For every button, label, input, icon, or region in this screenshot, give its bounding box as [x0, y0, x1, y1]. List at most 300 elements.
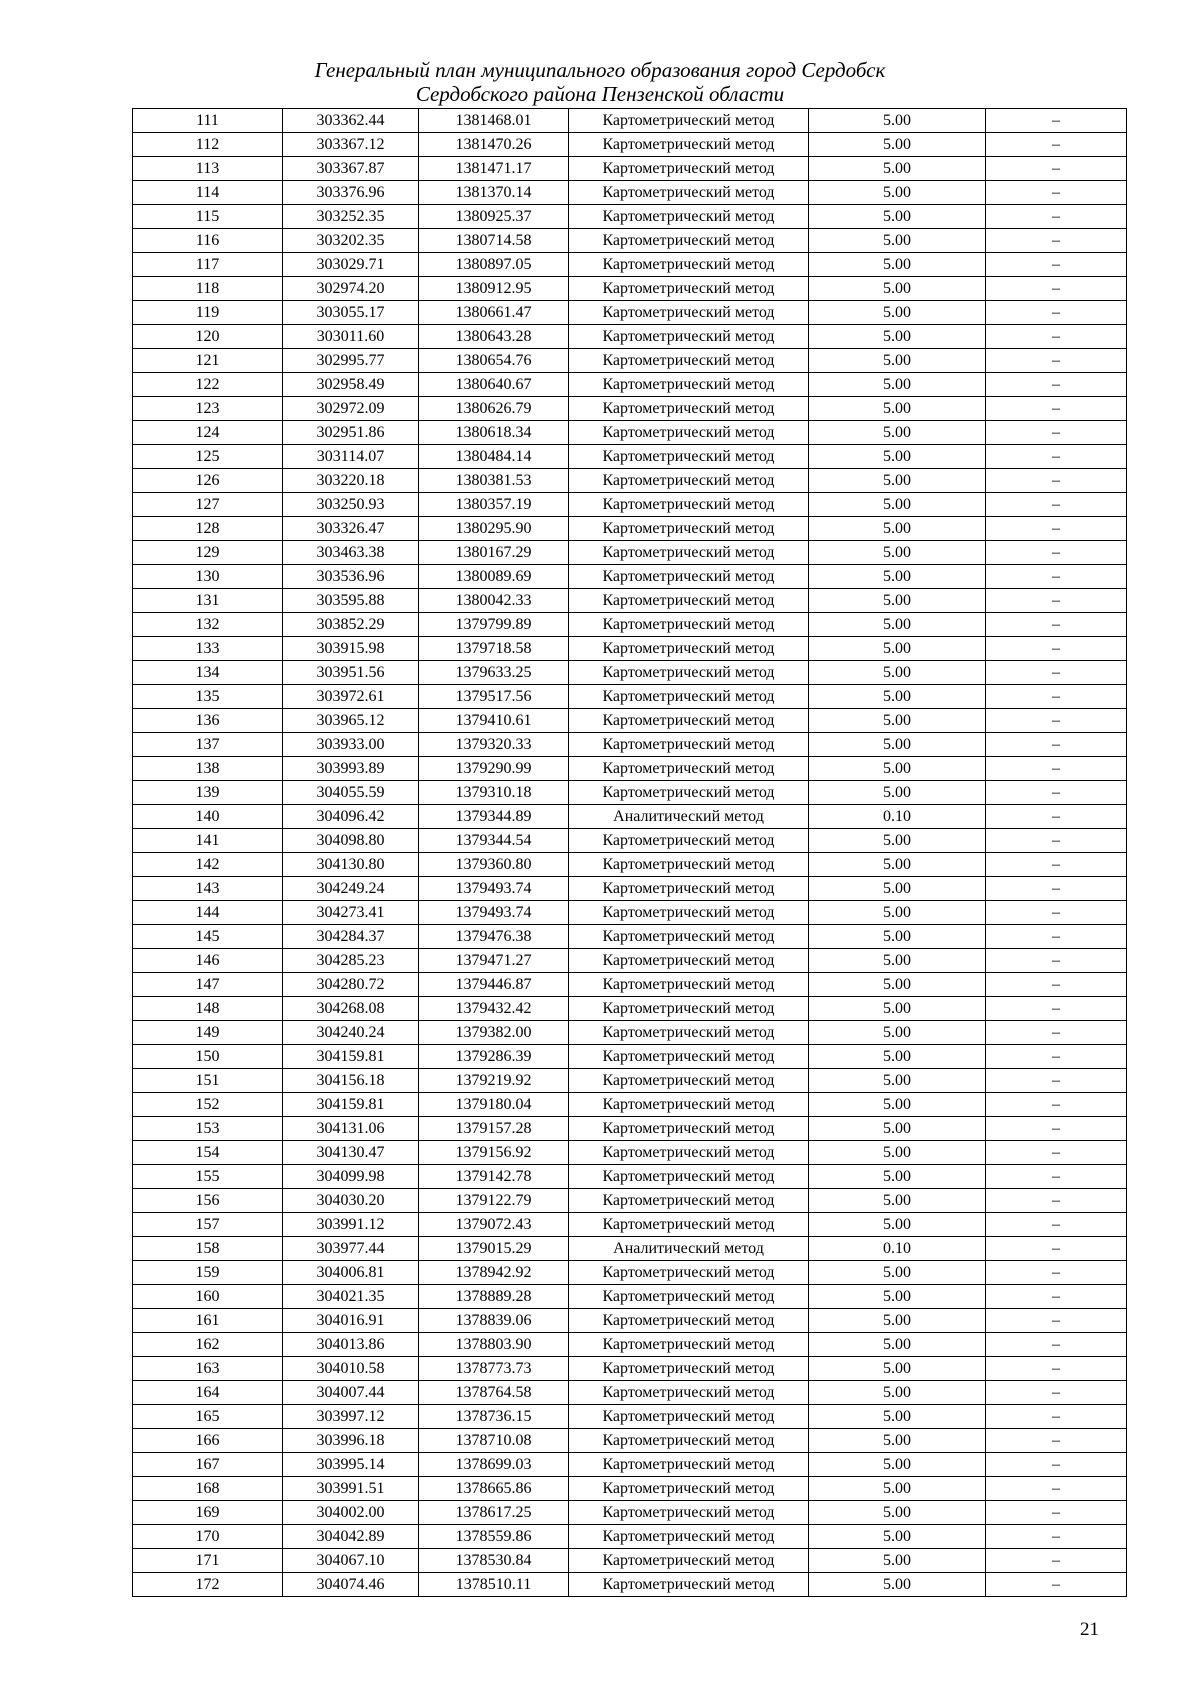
x-coordinate-cell: 302958.49 — [283, 373, 419, 397]
x-coordinate-cell: 303852.29 — [283, 613, 419, 637]
point-number-cell: 164 — [133, 1381, 283, 1405]
point-number-cell: 162 — [133, 1333, 283, 1357]
y-coordinate-cell: 1378699.03 — [419, 1453, 569, 1477]
x-coordinate-cell: 304159.81 — [283, 1093, 419, 1117]
y-coordinate-cell: 1379517.56 — [419, 685, 569, 709]
point-number-cell: 161 — [133, 1309, 283, 1333]
table-row — [133, 661, 1127, 685]
note-cell: – — [986, 949, 1127, 973]
accuracy-cell: 5.00 — [809, 541, 986, 565]
note-cell: – — [986, 1549, 1127, 1573]
note-cell: – — [986, 1093, 1127, 1117]
note-cell: – — [986, 1237, 1127, 1261]
accuracy-cell: 5.00 — [809, 829, 986, 853]
method-cell: Картометрический метод — [569, 1309, 809, 1333]
note-cell: – — [986, 469, 1127, 493]
table-row — [133, 1549, 1127, 1573]
note-cell: – — [986, 253, 1127, 277]
accuracy-cell: 5.00 — [809, 1405, 986, 1429]
point-number-cell: 169 — [133, 1501, 283, 1525]
note-cell: – — [986, 661, 1127, 685]
y-coordinate-cell: 1378839.06 — [419, 1309, 569, 1333]
table-row — [133, 445, 1127, 469]
note-cell: – — [986, 1261, 1127, 1285]
note-cell: – — [986, 1381, 1127, 1405]
method-cell: Картометрический метод — [569, 253, 809, 277]
accuracy-cell: 5.00 — [809, 685, 986, 709]
method-cell: Картометрический метод — [569, 517, 809, 541]
accuracy-cell: 5.00 — [809, 181, 986, 205]
table-row — [133, 1261, 1127, 1285]
table-row — [133, 613, 1127, 637]
table-row — [133, 157, 1127, 181]
table-row — [133, 805, 1127, 829]
method-cell: Картометрический метод — [569, 1093, 809, 1117]
x-coordinate-cell: 303463.38 — [283, 541, 419, 565]
x-coordinate-cell: 304002.00 — [283, 1501, 419, 1525]
x-coordinate-cell: 304098.80 — [283, 829, 419, 853]
method-cell: Картометрический метод — [569, 925, 809, 949]
accuracy-cell: 5.00 — [809, 1453, 986, 1477]
y-coordinate-cell: 1378710.08 — [419, 1429, 569, 1453]
point-number-cell: 150 — [133, 1045, 283, 1069]
note-cell: – — [986, 1477, 1127, 1501]
header-title-line-1: Генеральный план муниципального образования город Сердобск — [314, 58, 886, 82]
accuracy-cell: 5.00 — [809, 1261, 986, 1285]
point-number-cell: 138 — [133, 757, 283, 781]
x-coordinate-cell: 302974.20 — [283, 277, 419, 301]
x-coordinate-cell: 303250.93 — [283, 493, 419, 517]
method-cell: Картометрический метод — [569, 1453, 809, 1477]
method-cell: Картометрический метод — [569, 1069, 809, 1093]
x-coordinate-cell: 304055.59 — [283, 781, 419, 805]
note-cell: – — [986, 1573, 1127, 1597]
x-coordinate-cell: 304249.24 — [283, 877, 419, 901]
method-cell: Картометрический метод — [569, 949, 809, 973]
x-coordinate-cell: 303972.61 — [283, 685, 419, 709]
table-row — [133, 733, 1127, 757]
accuracy-cell: 5.00 — [809, 301, 986, 325]
note-cell: – — [986, 1141, 1127, 1165]
point-number-cell: 146 — [133, 949, 283, 973]
accuracy-cell: 5.00 — [809, 373, 986, 397]
table-row — [133, 109, 1127, 133]
accuracy-cell: 5.00 — [809, 1165, 986, 1189]
method-cell: Картометрический метод — [569, 1285, 809, 1309]
point-number-cell: 136 — [133, 709, 283, 733]
accuracy-cell: 5.00 — [809, 1429, 986, 1453]
y-coordinate-cell: 1380042.33 — [419, 589, 569, 613]
table-row — [133, 1525, 1127, 1549]
accuracy-cell: 5.00 — [809, 565, 986, 589]
table-row — [133, 565, 1127, 589]
x-coordinate-cell: 304156.18 — [283, 1069, 419, 1093]
point-number-cell: 135 — [133, 685, 283, 709]
accuracy-cell: 5.00 — [809, 997, 986, 1021]
point-number-cell: 122 — [133, 373, 283, 397]
table-row — [133, 853, 1127, 877]
y-coordinate-cell: 1379471.27 — [419, 949, 569, 973]
note-cell: – — [986, 325, 1127, 349]
point-number-cell: 111 — [133, 109, 283, 133]
method-cell: Картометрический метод — [569, 1213, 809, 1237]
method-cell: Картометрический метод — [569, 469, 809, 493]
table-row — [133, 373, 1127, 397]
note-cell: – — [986, 733, 1127, 757]
method-cell: Картометрический метод — [569, 997, 809, 1021]
point-number-cell: 129 — [133, 541, 283, 565]
table-row — [133, 421, 1127, 445]
x-coordinate-cell: 303376.96 — [283, 181, 419, 205]
y-coordinate-cell: 1380167.29 — [419, 541, 569, 565]
method-cell: Картометрический метод — [569, 829, 809, 853]
method-cell: Картометрический метод — [569, 877, 809, 901]
point-number-cell: 152 — [133, 1093, 283, 1117]
x-coordinate-cell: 303202.35 — [283, 229, 419, 253]
method-cell: Картометрический метод — [569, 421, 809, 445]
accuracy-cell: 5.00 — [809, 589, 986, 613]
point-number-cell: 156 — [133, 1189, 283, 1213]
note-cell: – — [986, 877, 1127, 901]
x-coordinate-cell: 303326.47 — [283, 517, 419, 541]
x-coordinate-cell: 302972.09 — [283, 397, 419, 421]
accuracy-cell: 5.00 — [809, 661, 986, 685]
table-row — [133, 781, 1127, 805]
method-cell: Картометрический метод — [569, 349, 809, 373]
accuracy-cell: 5.00 — [809, 637, 986, 661]
y-coordinate-cell: 1379344.89 — [419, 805, 569, 829]
coordinates-table-body — [133, 109, 1127, 1597]
point-number-cell: 147 — [133, 973, 283, 997]
note-cell: – — [986, 229, 1127, 253]
x-coordinate-cell: 303965.12 — [283, 709, 419, 733]
point-number-cell: 155 — [133, 1165, 283, 1189]
note-cell: – — [986, 709, 1127, 733]
point-number-cell: 149 — [133, 1021, 283, 1045]
x-coordinate-cell: 303996.18 — [283, 1429, 419, 1453]
method-cell: Картометрический метод — [569, 853, 809, 877]
table-row — [133, 877, 1127, 901]
x-coordinate-cell: 304006.81 — [283, 1261, 419, 1285]
table-row — [133, 901, 1127, 925]
note-cell: – — [986, 685, 1127, 709]
header-title-line-2: Сердобского района Пензенской области — [415, 82, 785, 106]
accuracy-cell: 5.00 — [809, 1309, 986, 1333]
x-coordinate-cell: 304130.80 — [283, 853, 419, 877]
accuracy-cell: 5.00 — [809, 1189, 986, 1213]
x-coordinate-cell: 304016.91 — [283, 1309, 419, 1333]
x-coordinate-cell: 304130.47 — [283, 1141, 419, 1165]
y-coordinate-cell: 1379633.25 — [419, 661, 569, 685]
y-coordinate-cell: 1380626.79 — [419, 397, 569, 421]
method-cell: Картометрический метод — [569, 1045, 809, 1069]
y-coordinate-cell: 1378889.28 — [419, 1285, 569, 1309]
note-cell: – — [986, 541, 1127, 565]
y-coordinate-cell: 1378942.92 — [419, 1261, 569, 1285]
note-cell: – — [986, 1429, 1127, 1453]
y-coordinate-cell: 1379157.28 — [419, 1117, 569, 1141]
y-coordinate-cell: 1380618.34 — [419, 421, 569, 445]
x-coordinate-cell: 304099.98 — [283, 1165, 419, 1189]
x-coordinate-cell: 303991.12 — [283, 1213, 419, 1237]
x-coordinate-cell: 303993.89 — [283, 757, 419, 781]
method-cell: Картометрический метод — [569, 229, 809, 253]
method-cell: Картометрический метод — [569, 1189, 809, 1213]
x-coordinate-cell: 304280.72 — [283, 973, 419, 997]
x-coordinate-cell: 303055.17 — [283, 301, 419, 325]
x-coordinate-cell: 304042.89 — [283, 1525, 419, 1549]
point-number-cell: 118 — [133, 277, 283, 301]
accuracy-cell: 5.00 — [809, 277, 986, 301]
table-row — [133, 1141, 1127, 1165]
accuracy-cell: 0.10 — [809, 805, 986, 829]
note-cell: – — [986, 829, 1127, 853]
note-cell: – — [986, 1045, 1127, 1069]
accuracy-cell: 5.00 — [809, 469, 986, 493]
accuracy-cell: 5.00 — [809, 445, 986, 469]
y-coordinate-cell: 1379156.92 — [419, 1141, 569, 1165]
x-coordinate-cell: 303933.00 — [283, 733, 419, 757]
method-cell: Картометрический метод — [569, 541, 809, 565]
note-cell: – — [986, 1069, 1127, 1093]
note-cell: – — [986, 1021, 1127, 1045]
method-cell: Картометрический метод — [569, 589, 809, 613]
y-coordinate-cell: 1381470.26 — [419, 133, 569, 157]
y-coordinate-cell: 1378764.58 — [419, 1381, 569, 1405]
y-coordinate-cell: 1378736.15 — [419, 1405, 569, 1429]
x-coordinate-cell: 304284.37 — [283, 925, 419, 949]
point-number-cell: 140 — [133, 805, 283, 829]
note-cell: – — [986, 925, 1127, 949]
accuracy-cell: 5.00 — [809, 1093, 986, 1117]
point-number-cell: 132 — [133, 613, 283, 637]
accuracy-cell: 5.00 — [809, 157, 986, 181]
x-coordinate-cell: 303995.14 — [283, 1453, 419, 1477]
point-number-cell: 148 — [133, 997, 283, 1021]
note-cell: – — [986, 493, 1127, 517]
table-row — [133, 997, 1127, 1021]
y-coordinate-cell: 1379410.61 — [419, 709, 569, 733]
x-coordinate-cell: 304285.23 — [283, 949, 419, 973]
point-number-cell: 157 — [133, 1213, 283, 1237]
accuracy-cell: 5.00 — [809, 877, 986, 901]
accuracy-cell: 5.00 — [809, 733, 986, 757]
y-coordinate-cell: 1380357.19 — [419, 493, 569, 517]
y-coordinate-cell: 1380654.76 — [419, 349, 569, 373]
y-coordinate-cell: 1379718.58 — [419, 637, 569, 661]
table-row — [133, 949, 1127, 973]
x-coordinate-cell: 304067.10 — [283, 1549, 419, 1573]
accuracy-cell: 5.00 — [809, 709, 986, 733]
point-number-cell: 133 — [133, 637, 283, 661]
accuracy-cell: 5.00 — [809, 853, 986, 877]
table-row — [133, 1357, 1127, 1381]
accuracy-cell: 5.00 — [809, 1381, 986, 1405]
table-row — [133, 757, 1127, 781]
y-coordinate-cell: 1379015.29 — [419, 1237, 569, 1261]
point-number-cell: 139 — [133, 781, 283, 805]
table-row — [133, 1333, 1127, 1357]
accuracy-cell: 5.00 — [809, 1501, 986, 1525]
x-coordinate-cell: 304021.35 — [283, 1285, 419, 1309]
method-cell: Картометрический метод — [569, 565, 809, 589]
method-cell: Картометрический метод — [569, 1357, 809, 1381]
y-coordinate-cell: 1379122.79 — [419, 1189, 569, 1213]
note-cell: – — [986, 805, 1127, 829]
x-coordinate-cell: 304030.20 — [283, 1189, 419, 1213]
y-coordinate-cell: 1381370.14 — [419, 181, 569, 205]
y-coordinate-cell: 1379180.04 — [419, 1093, 569, 1117]
point-number-cell: 119 — [133, 301, 283, 325]
method-cell: Картометрический метод — [569, 277, 809, 301]
point-number-cell: 170 — [133, 1525, 283, 1549]
table-row — [133, 973, 1127, 997]
note-cell: – — [986, 1501, 1127, 1525]
method-cell: Картометрический метод — [569, 1333, 809, 1357]
point-number-cell: 143 — [133, 877, 283, 901]
x-coordinate-cell: 302995.77 — [283, 349, 419, 373]
y-coordinate-cell: 1379072.43 — [419, 1213, 569, 1237]
accuracy-cell: 5.00 — [809, 1333, 986, 1357]
table-row — [133, 829, 1127, 853]
y-coordinate-cell: 1380089.69 — [419, 565, 569, 589]
x-coordinate-cell: 303367.12 — [283, 133, 419, 157]
note-cell: – — [986, 301, 1127, 325]
point-number-cell: 137 — [133, 733, 283, 757]
table-row — [133, 1189, 1127, 1213]
accuracy-cell: 5.00 — [809, 325, 986, 349]
accuracy-cell: 5.00 — [809, 109, 986, 133]
accuracy-cell: 5.00 — [809, 1141, 986, 1165]
table-row — [133, 469, 1127, 493]
point-number-cell: 154 — [133, 1141, 283, 1165]
x-coordinate-cell: 303367.87 — [283, 157, 419, 181]
accuracy-cell: 5.00 — [809, 1117, 986, 1141]
note-cell: – — [986, 1189, 1127, 1213]
x-coordinate-cell: 303029.71 — [283, 253, 419, 277]
accuracy-cell: 5.00 — [809, 613, 986, 637]
method-cell: Картометрический метод — [569, 181, 809, 205]
y-coordinate-cell: 1378559.86 — [419, 1525, 569, 1549]
accuracy-cell: 5.00 — [809, 1285, 986, 1309]
y-coordinate-cell: 1379360.80 — [419, 853, 569, 877]
y-coordinate-cell: 1379310.18 — [419, 781, 569, 805]
note-cell: – — [986, 1165, 1127, 1189]
table-row — [133, 1165, 1127, 1189]
accuracy-cell: 5.00 — [809, 421, 986, 445]
note-cell: – — [986, 1357, 1127, 1381]
method-cell: Картометрический метод — [569, 1381, 809, 1405]
point-number-cell: 123 — [133, 397, 283, 421]
point-number-cell: 115 — [133, 205, 283, 229]
point-number-cell: 117 — [133, 253, 283, 277]
y-coordinate-cell: 1379382.00 — [419, 1021, 569, 1045]
accuracy-cell: 5.00 — [809, 133, 986, 157]
table-row — [133, 1213, 1127, 1237]
table-row — [133, 1405, 1127, 1429]
y-coordinate-cell: 1379344.54 — [419, 829, 569, 853]
x-coordinate-cell: 303595.88 — [283, 589, 419, 613]
point-number-cell: 130 — [133, 565, 283, 589]
point-number-cell: 165 — [133, 1405, 283, 1429]
x-coordinate-cell: 304074.46 — [283, 1573, 419, 1597]
note-cell: – — [986, 781, 1127, 805]
table-row — [133, 493, 1127, 517]
y-coordinate-cell: 1378617.25 — [419, 1501, 569, 1525]
x-coordinate-cell: 304010.58 — [283, 1357, 419, 1381]
point-number-cell: 172 — [133, 1573, 283, 1597]
x-coordinate-cell: 304268.08 — [283, 997, 419, 1021]
table-row — [133, 685, 1127, 709]
accuracy-cell: 5.00 — [809, 901, 986, 925]
page-number: 21 — [1080, 1619, 1099, 1640]
y-coordinate-cell: 1380661.47 — [419, 301, 569, 325]
x-coordinate-cell: 303915.98 — [283, 637, 419, 661]
point-number-cell: 166 — [133, 1429, 283, 1453]
y-coordinate-cell: 1380643.28 — [419, 325, 569, 349]
table-row — [133, 253, 1127, 277]
coordinates-table — [132, 108, 1127, 1597]
accuracy-cell: 5.00 — [809, 229, 986, 253]
table-row — [133, 1453, 1127, 1477]
point-number-cell: 141 — [133, 829, 283, 853]
y-coordinate-cell: 1378803.90 — [419, 1333, 569, 1357]
point-number-cell: 158 — [133, 1237, 283, 1261]
method-cell: Картометрический метод — [569, 901, 809, 925]
accuracy-cell: 5.00 — [809, 1573, 986, 1597]
table-row — [133, 1093, 1127, 1117]
method-cell: Картометрический метод — [569, 733, 809, 757]
y-coordinate-cell: 1380912.95 — [419, 277, 569, 301]
point-number-cell: 128 — [133, 517, 283, 541]
point-number-cell: 124 — [133, 421, 283, 445]
method-cell: Картометрический метод — [569, 661, 809, 685]
note-cell: – — [986, 397, 1127, 421]
table-row — [133, 325, 1127, 349]
method-cell: Картометрический метод — [569, 973, 809, 997]
point-number-cell: 159 — [133, 1261, 283, 1285]
point-number-cell: 142 — [133, 853, 283, 877]
y-coordinate-cell: 1379290.99 — [419, 757, 569, 781]
table-row — [133, 301, 1127, 325]
note-cell: – — [986, 277, 1127, 301]
y-coordinate-cell: 1380640.67 — [419, 373, 569, 397]
table-row — [133, 1309, 1127, 1333]
point-number-cell: 160 — [133, 1285, 283, 1309]
note-cell: – — [986, 1213, 1127, 1237]
accuracy-cell: 5.00 — [809, 925, 986, 949]
note-cell: – — [986, 373, 1127, 397]
point-number-cell: 112 — [133, 133, 283, 157]
accuracy-cell: 5.00 — [809, 1021, 986, 1045]
y-coordinate-cell: 1380897.05 — [419, 253, 569, 277]
y-coordinate-cell: 1379476.38 — [419, 925, 569, 949]
method-cell: Картометрический метод — [569, 325, 809, 349]
table-row — [133, 181, 1127, 205]
note-cell: – — [986, 757, 1127, 781]
table-row — [133, 1429, 1127, 1453]
note-cell: – — [986, 565, 1127, 589]
accuracy-cell: 5.00 — [809, 1213, 986, 1237]
point-number-cell: 163 — [133, 1357, 283, 1381]
point-number-cell: 171 — [133, 1549, 283, 1573]
x-coordinate-cell: 304013.86 — [283, 1333, 419, 1357]
method-cell: Картометрический метод — [569, 757, 809, 781]
note-cell: – — [986, 1309, 1127, 1333]
accuracy-cell: 5.00 — [809, 1477, 986, 1501]
note-cell: – — [986, 445, 1127, 469]
method-cell: Картометрический метод — [569, 397, 809, 421]
